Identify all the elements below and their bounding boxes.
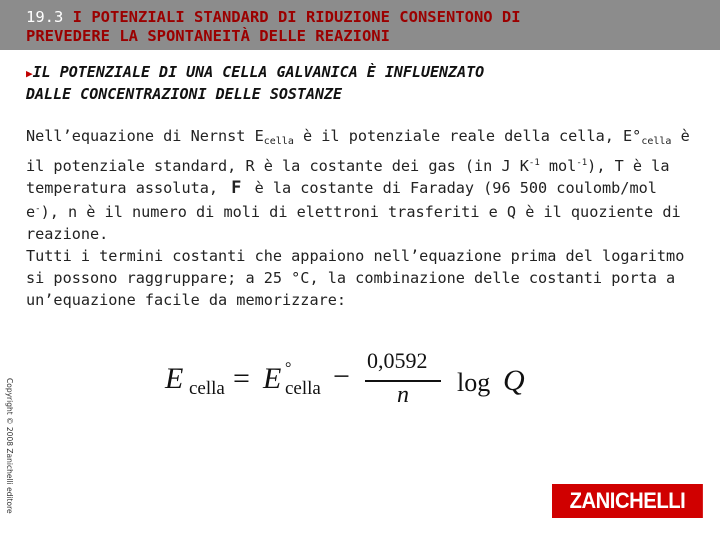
subscript: cella: [641, 136, 672, 147]
superscript: -: [35, 204, 41, 215]
body-text-segment: è il potenziale standard, R è la costante dei gas (in J K: [26, 127, 690, 175]
body-text-segment: mol: [539, 156, 577, 175]
body-text-segment: ), T è la temperatura assoluta,: [26, 156, 670, 197]
formula-denominator: n: [397, 382, 409, 408]
formula-subscript-cella-2: cella: [285, 378, 321, 399]
formula-numerator: 0,0592: [367, 348, 428, 373]
slide-subtitle: [26, 62, 706, 105]
subtitle-line-2: DALLE CONCENTRAZIONI DELLE SOSTANZE: [26, 85, 343, 103]
title-line-1: I POTENZIALI STANDARD DI RIDUZIONE CONSENTONO DI: [72, 8, 521, 26]
body-text-segment: ), n è il numero di moli di elettroni trasferiti e Q è il quoziente di reazione.: [26, 203, 681, 244]
formula-subscript-cella: cella: [189, 378, 225, 399]
subtitle-line-1: IL POTENZIALE DI UNA CELLA GALVANICA È INFLUENZATO: [32, 63, 485, 81]
formula-equals: =: [233, 362, 250, 395]
body-text-segment: è la costante di Faraday (96 500 coulomb/mol e: [26, 178, 657, 222]
formula-log: log: [457, 368, 491, 397]
section-number: 19.3: [26, 8, 64, 26]
formula-degree: °: [285, 360, 292, 377]
body-text-segment: è il potenziale reale della cella, E°: [293, 127, 642, 145]
formula-e-standard: E: [263, 362, 282, 395]
faraday-symbol: F: [231, 177, 242, 198]
zanichelli-logo: ZANICHELLI: [552, 484, 703, 518]
body-paragraph-2: Tutti i termini costanti che appaiono nell’equazione prima del logaritmo si possono raggruppare; a 25 °C, la combinazione delle costanti porta a un’equazione facile da memorizzare:: [26, 246, 685, 309]
nernst-equation: [165, 348, 565, 418]
copyright-text: Copyright © 2008 Zanichelli editore: [5, 378, 14, 514]
body-text-segment: Nell’equazione di Nernst E: [26, 127, 264, 145]
slide-header: [0, 0, 720, 50]
body-text: [26, 126, 696, 311]
title-line-2: PREVEDERE LA SPONTANEITÀ DELLE REAZIONI: [26, 27, 390, 45]
superscript: -1: [576, 157, 588, 168]
slide-title: [26, 8, 716, 46]
formula-e: E: [165, 362, 184, 395]
superscript: -1: [528, 157, 540, 168]
formula-q: Q: [503, 364, 525, 397]
formula-minus: −: [333, 360, 350, 393]
bullet-arrow-icon: ▶: [26, 67, 33, 80]
copyright-container: [2, 378, 14, 524]
subscript: cella: [263, 136, 294, 147]
